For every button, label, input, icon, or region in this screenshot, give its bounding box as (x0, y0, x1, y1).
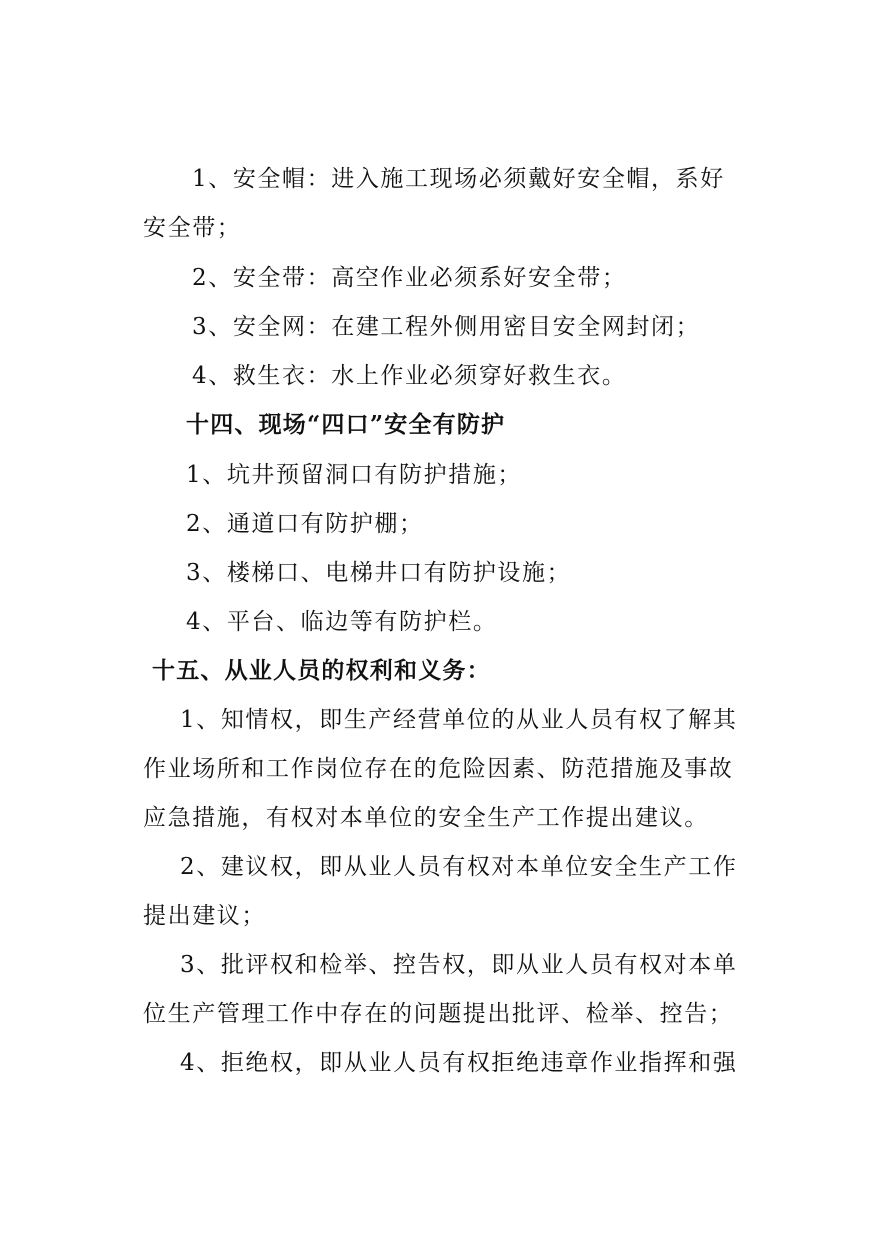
text-line-hardhat-cont: 安全带； (143, 215, 242, 241)
section-heading-15: 十五、从业人员的权利和义务： (152, 657, 491, 684)
text-line-right-to-suggest-cont: 提出建议； (143, 903, 266, 929)
text-line-right-to-know: 1、知情权，即生产经营单位的从业人员有权了解其 (180, 707, 738, 733)
text-line-right-to-know-cont2: 应急措施，有权对本单位的安全生产工作提出建议。 (143, 805, 709, 831)
text-line-pit-opening: 1、坑井预留洞口有防护措施； (186, 462, 523, 488)
text-line-stairwell: 3、楼梯口、电梯井口有防护设施； (186, 560, 572, 586)
text-line-platform: 4、平台、临边等有防护栏。 (186, 609, 498, 635)
text-line-hardhat: 1、安全帽：进入施工现场必须戴好安全帽，系好 (192, 166, 725, 192)
text-line-right-to-refuse: 4、拒绝权，即从业人员有权拒绝违章作业指挥和强 (180, 1050, 738, 1076)
text-line-life-jacket: 4、救生衣：水上作业必须穿好救生衣。 (192, 363, 627, 389)
section-heading-14: 十四、现场“四口”安全有防护 (186, 411, 506, 438)
text-line-right-to-know-cont1: 作业场所和工作岗位存在的危险因素、防范措施及事故 (143, 756, 734, 782)
text-line-right-to-criticize: 3、批评权和检举、控告权，即从业人员有权对本单 (180, 952, 738, 978)
text-line-safety-net: 3、安全网：在建工程外侧用密目安全网封闭； (192, 314, 701, 340)
text-line-right-to-suggest: 2、建议权，即从业人员有权对本单位安全生产工作 (180, 854, 738, 880)
text-line-right-to-criticize-cont: 位生产管理工作中存在的问题提出批评、检举、控告； (143, 1001, 734, 1027)
text-line-passage: 2、通道口有防护棚； (186, 511, 424, 537)
text-line-safety-belt: 2、安全带：高空作业必须系好安全带； (192, 265, 627, 291)
